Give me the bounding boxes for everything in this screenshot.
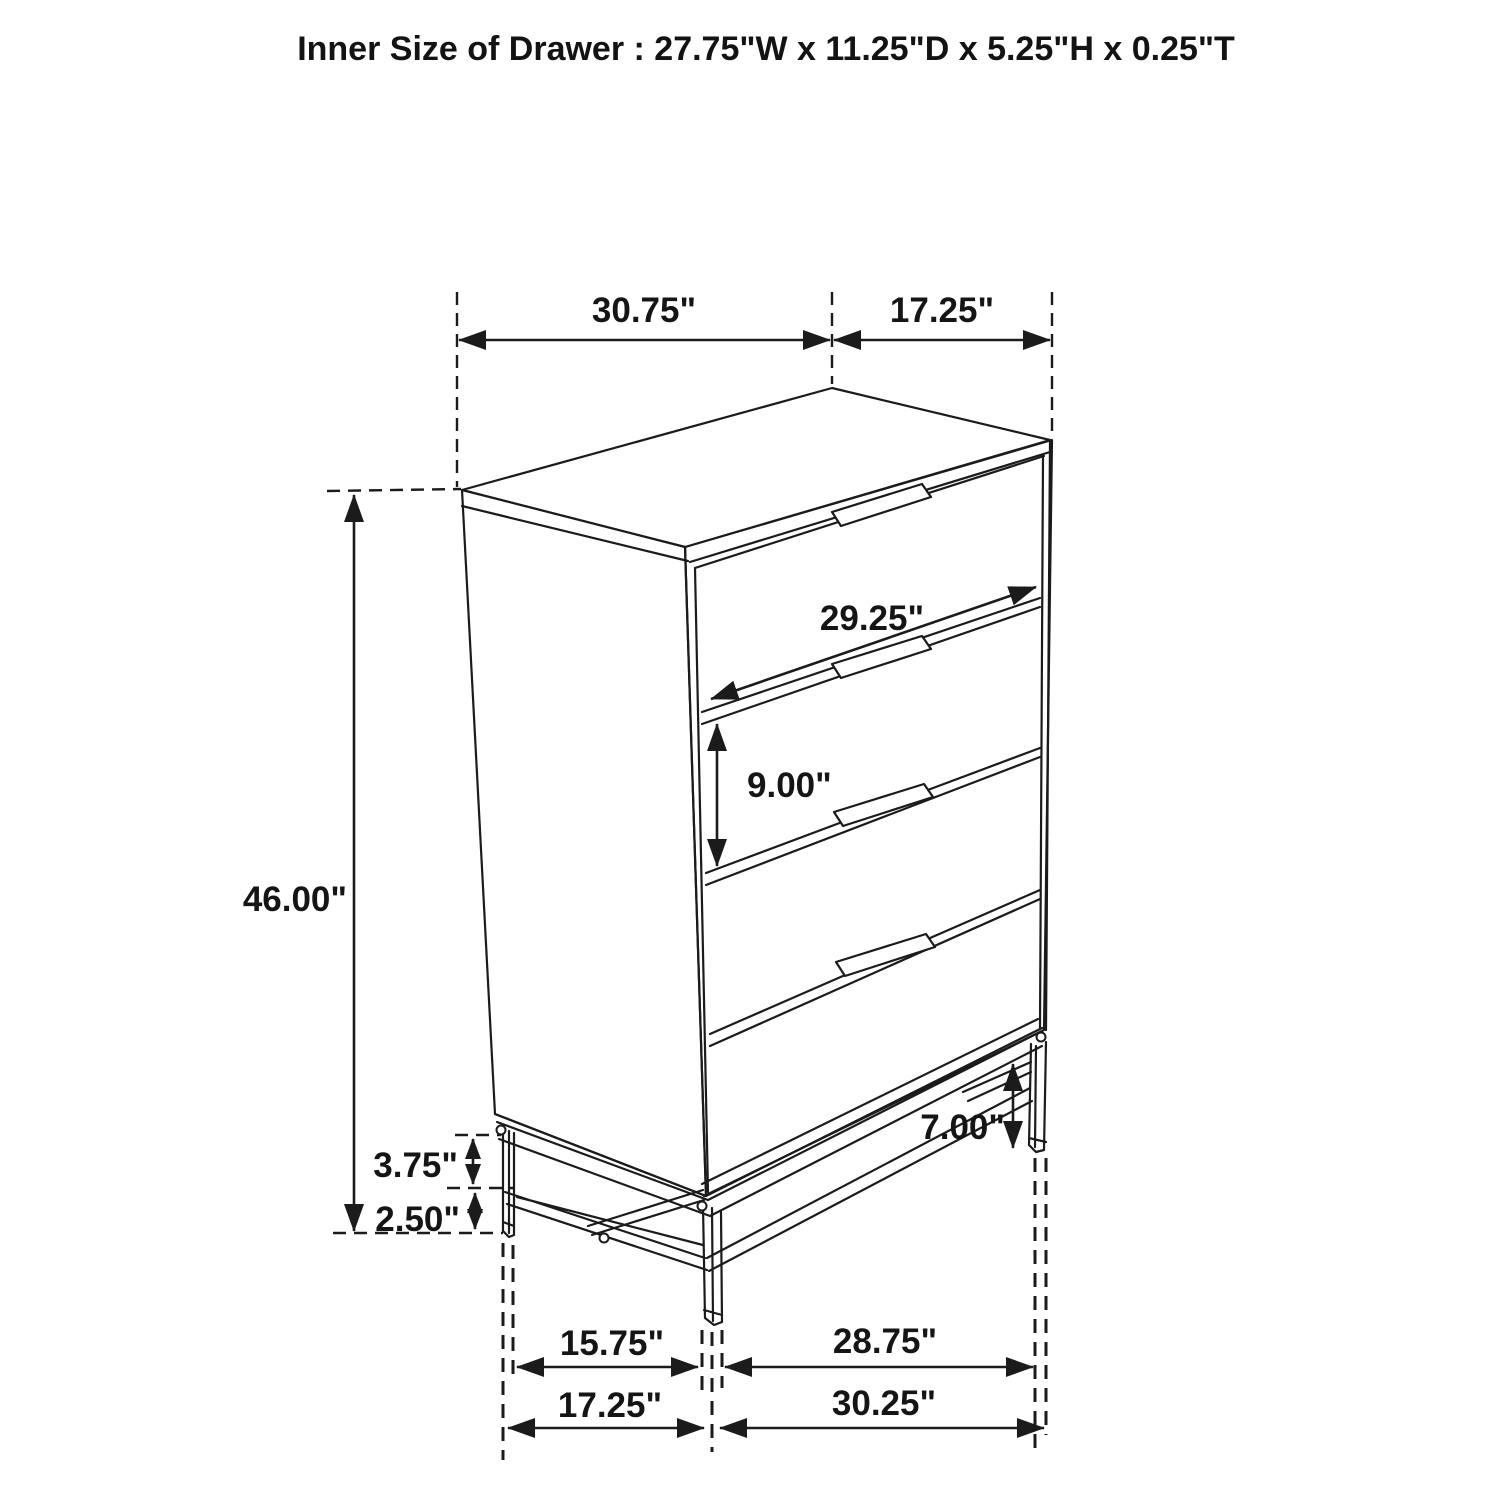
- base-upper-label: 3.75": [373, 1146, 458, 1185]
- base-outer-width-label: 30.25": [831, 1384, 937, 1423]
- base-lower-label: 2.50": [375, 1200, 460, 1239]
- base-inner-width-label: 28.75": [832, 1322, 938, 1361]
- drawer-height-label: 9.00": [747, 766, 832, 805]
- base-outer-depth-label: 17.25": [557, 1386, 663, 1425]
- screw-dot-2: [600, 1234, 609, 1243]
- front-right-leg: [1029, 1042, 1046, 1152]
- base-inner-depth-label: 15.75": [559, 1324, 665, 1363]
- overall-height-label: 46.00": [242, 880, 347, 919]
- screw-dot-4: [1037, 1033, 1046, 1042]
- diagram-title: Inner Size of Drawer : 27.75"W x 11.25"D x 5.25"H x 0.25"T: [297, 30, 1235, 68]
- drawer-width-label: 29.25": [819, 599, 925, 638]
- leg-clearance-label: 7.00": [920, 1108, 1005, 1147]
- chest-drawing: [462, 388, 1052, 1325]
- top-width-label: 30.75": [591, 291, 697, 330]
- top-depth-label: 17.25": [889, 291, 995, 330]
- side-panel: [462, 490, 706, 1196]
- screw-dot-3: [698, 1202, 707, 1211]
- screw-dot-1: [497, 1126, 506, 1135]
